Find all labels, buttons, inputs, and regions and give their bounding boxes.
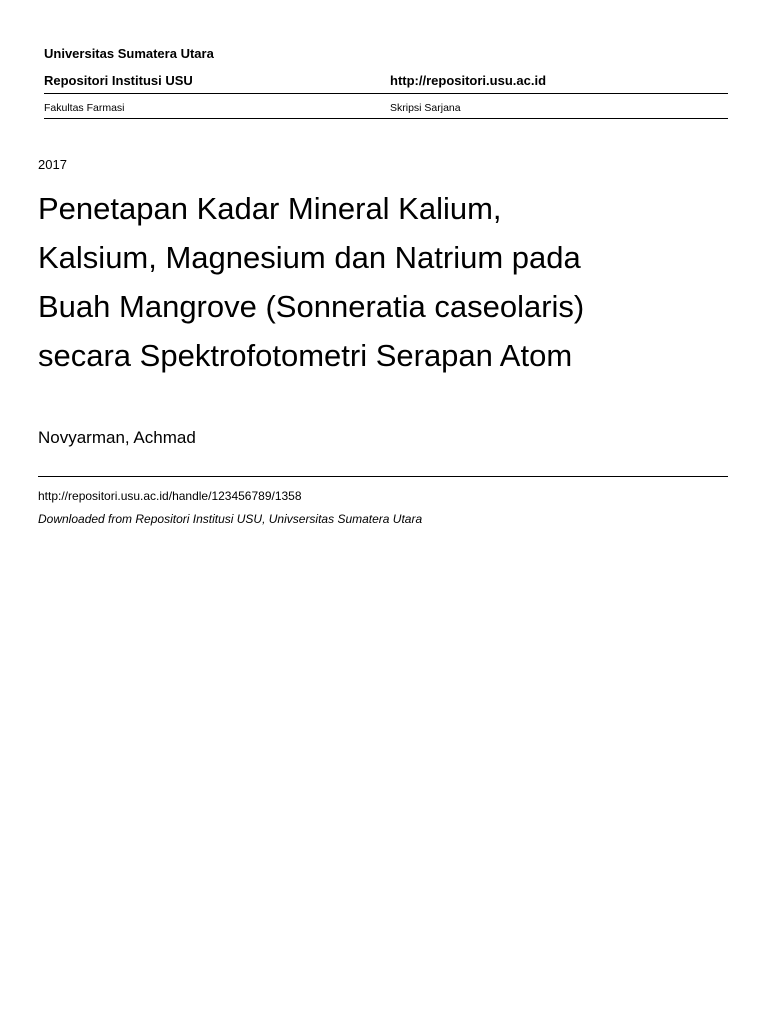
document-meta-row bbox=[44, 102, 728, 119]
repository-name: Repositori Institusi USU bbox=[44, 73, 193, 88]
title-line: Buah Mangrove (Sonneratia caseolaris) bbox=[38, 289, 585, 324]
title-line: Kalsium, Magnesium dan Natrium pada bbox=[38, 240, 581, 275]
institution-name: Universitas Sumatera Utara bbox=[44, 46, 214, 61]
repository-url-link[interactable]: http://repositori.usu.ac.id bbox=[390, 73, 547, 88]
faculty-label: Fakultas Farmasi bbox=[44, 102, 125, 114]
title-line: secara Spektrofotometri Serapan Atom bbox=[38, 338, 573, 373]
repository-header-row bbox=[44, 73, 728, 94]
handle-url-link[interactable]: http://repositori.usu.ac.id/handle/123456789/1358 bbox=[38, 489, 302, 503]
publication-year: 2017 bbox=[38, 157, 67, 172]
download-source-note: Downloaded from Repositori Institusi USU, Univsersitas Sumatera Utara bbox=[38, 512, 423, 526]
title-line: Penetapan Kadar Mineral Kalium, bbox=[38, 191, 502, 226]
degree-type-label: Skripsi Sarjana bbox=[390, 102, 461, 114]
document-title bbox=[38, 184, 728, 380]
footer-divider bbox=[38, 476, 728, 477]
author-name: Novyarman, Achmad bbox=[38, 428, 196, 447]
